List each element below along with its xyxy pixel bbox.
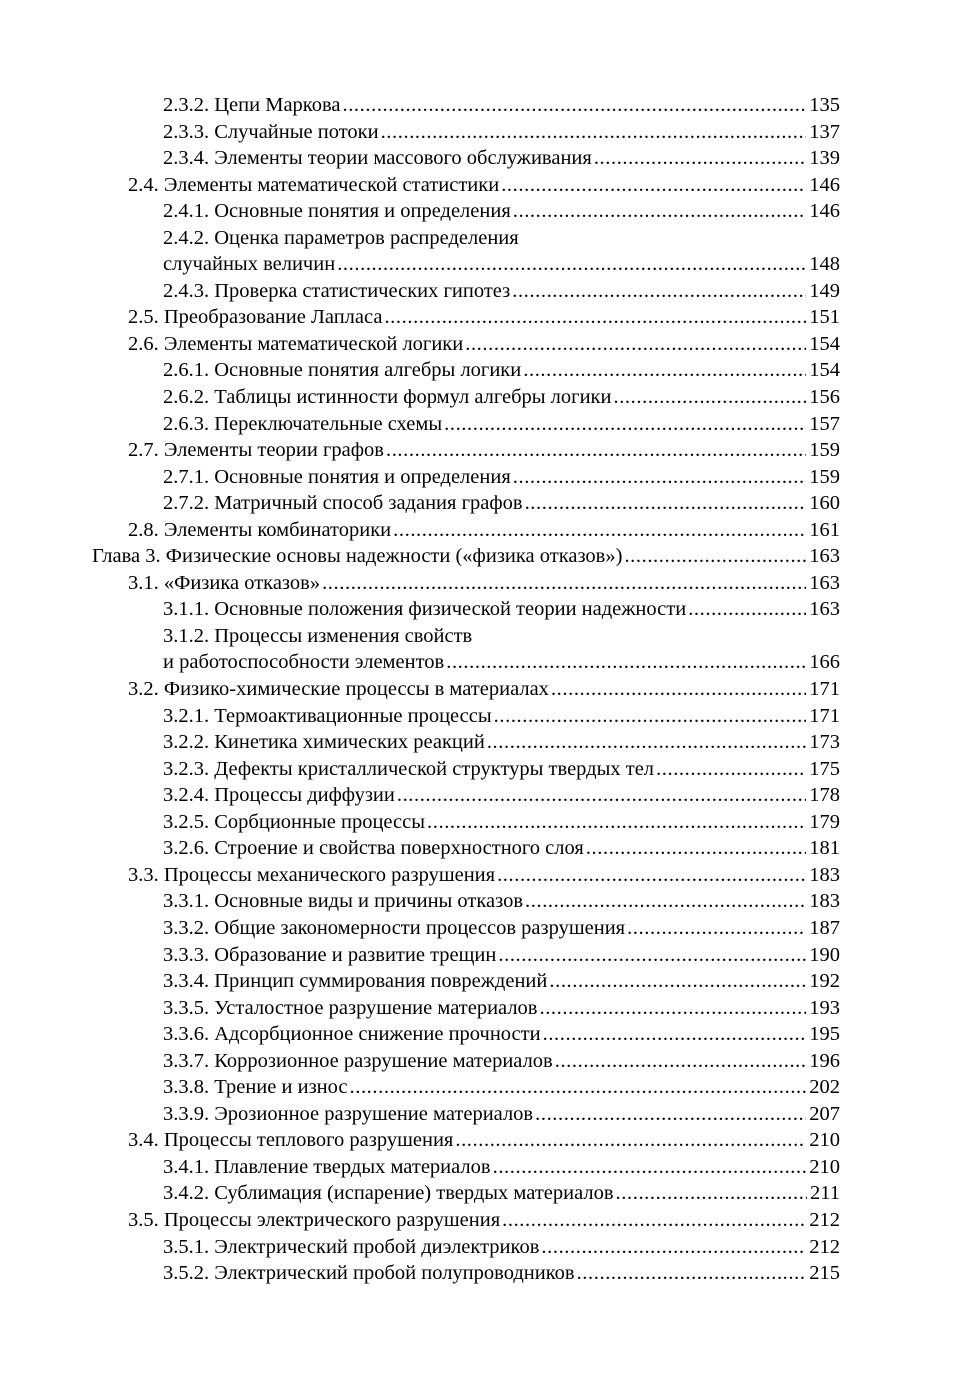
dot-leader [541,1234,806,1261]
toc-page-number: 215 [809,1262,840,1285]
toc-page-number: 163 [809,545,840,568]
toc-page-number: 171 [809,704,840,727]
toc-entry-title: 3.2.2. Кинетика химических реакций [163,731,485,754]
toc-entry-title: 3.1.1. Основные положения физической теории надежности [163,598,687,621]
toc-page-number: 163 [809,571,840,594]
toc-entry[interactable] [0,915,980,942]
toc-entry-title: 2.3.2. Цепи Маркова [163,94,341,116]
toc-line [163,1154,840,1181]
dot-leader [624,543,806,570]
toc-line [163,835,840,862]
toc-line [163,225,519,252]
toc-line [163,490,840,517]
toc-line [163,942,840,969]
toc-page-number: 171 [809,678,840,701]
toc-page-number: 151 [809,306,840,329]
toc-entry-title: 3.2.6. Строение и свойства поверхностного слоя [163,837,584,860]
toc-entry[interactable] [0,756,980,783]
toc-page-number: 179 [809,810,840,833]
toc-entry[interactable] [0,464,980,491]
toc-entry[interactable] [0,437,980,464]
toc-line [163,384,840,411]
toc-entry[interactable] [0,968,980,995]
toc-page-number: 166 [809,651,840,674]
toc-entry[interactable] [0,198,980,225]
dot-leader [446,649,806,676]
toc-page-number: 154 [809,332,840,355]
toc-line [163,251,840,278]
dot-leader [551,676,806,703]
dot-leader [397,782,806,809]
toc-page-number: 148 [809,253,840,276]
toc-entry[interactable] [0,729,980,756]
toc-page-number: 159 [809,439,840,462]
toc-entry-title: 2.4.3. Проверка статистических гипотез [163,279,511,302]
toc-entry[interactable] [0,942,980,969]
toc-entry-title: 2.8. Элементы комбинаторики [128,518,392,541]
toc-entry[interactable] [0,995,980,1022]
toc-line [128,570,840,597]
toc-entry[interactable] [0,1207,980,1234]
toc-page-number: 173 [809,731,840,754]
toc-line [128,676,840,703]
dot-leader [549,968,806,995]
dot-leader [535,1101,806,1128]
toc-page-number: 210 [809,1129,840,1152]
toc-entry-title: 2.4. Элементы математической статистики [128,173,500,196]
toc-entry[interactable] [0,862,980,889]
toc-page-number: 157 [809,412,840,435]
dot-leader [498,942,806,969]
dot-leader [384,304,806,331]
toc-entry-title: случайных величин [163,253,336,276]
dot-leader [455,1127,806,1154]
toc-entry[interactable] [0,517,980,544]
toc-entry-title: 2.7.1. Основные понятия и определения [163,465,511,488]
toc-page-number: 137 [809,120,840,143]
toc-entry-title: 2.6.3. Переключательные схемы [163,412,443,435]
toc-page-number: 212 [809,1235,840,1258]
toc-entry-title: 2.3.4. Элементы теории массового обслуживания [163,147,592,170]
dot-leader [427,809,806,836]
toc-entry-title: 2.6.2. Таблицы истинности формул алгебры логики [163,386,612,409]
toc-page-number: 202 [809,1076,840,1099]
toc-entry-title: 3.2.4. Процессы диффузии [163,784,395,807]
toc-line [163,809,840,836]
dot-leader [322,570,806,597]
toc-entry[interactable] [0,703,980,730]
dot-leader [502,1207,806,1234]
toc-page-number: 178 [809,784,840,807]
table-of-contents [0,92,980,1287]
toc-page-number: 183 [809,863,840,886]
toc-entry[interactable] [0,357,980,384]
toc-entry-title: 3.2. Физико-химические процессы в материалах [128,678,549,701]
toc-page-number: 135 [809,94,840,116]
dot-leader [465,331,806,358]
toc-line [163,1180,840,1207]
toc-line [163,1048,840,1075]
toc-line [92,543,840,570]
toc-entry[interactable] [0,172,980,199]
toc-line [163,782,840,809]
toc-page-number: 195 [809,1023,840,1046]
toc-entry[interactable] [0,888,980,915]
toc-entry[interactable] [0,490,980,517]
toc-entry[interactable] [0,1260,980,1287]
toc-line [163,649,840,676]
dot-leader [525,490,807,517]
toc-entry-title: 3.3.1. Основные виды и причины отказов [163,890,524,913]
dot-leader [513,198,807,225]
dot-leader [493,1154,807,1181]
toc-entry-title: 2.7. Элементы теории графов [128,439,384,462]
toc-entry-title: 3.3.4. Принцип суммирования повреждений [163,970,548,993]
dot-leader [393,517,806,544]
toc-entry[interactable] [0,676,980,703]
toc-entry-title: 3.5.2. Электрический пробой полупроводников [163,1262,575,1285]
toc-page-number: 196 [809,1049,840,1072]
toc-entry[interactable] [0,570,980,597]
toc-line [163,756,840,783]
toc-entry-title: 3.3. Процессы механического разрушения [128,863,496,886]
toc-line [128,172,840,199]
toc-line [163,119,840,146]
toc-entry[interactable] [0,1021,980,1048]
toc-entry[interactable] [0,1234,980,1261]
toc-line [163,995,840,1022]
toc-page-number: 207 [809,1102,840,1125]
dot-leader [627,915,806,942]
toc-page-number: 210 [809,1155,840,1178]
toc-line [163,145,840,172]
toc-page-number: 160 [809,492,840,515]
toc-entry-title: 2.3.3. Случайные потоки [163,120,379,143]
dot-leader [512,278,806,305]
toc-page-number: 183 [809,890,840,913]
toc-entry[interactable] [0,411,980,438]
dot-leader [342,92,806,119]
dot-leader [494,703,807,730]
toc-page-number: 149 [809,279,840,302]
toc-page-number: 190 [809,943,840,966]
toc-entry-title: 3.2.5. Сорбционные процессы [163,810,426,833]
toc-entry-heading-line [0,225,980,252]
toc-line [163,357,840,384]
toc-entry[interactable] [0,304,980,331]
toc-entry-title: Глава 3. Физические основы надежности («физика отказов») [92,545,623,568]
toc-entry-title: 2.5. Преобразование Лапласа [128,306,383,329]
toc-entry[interactable] [0,809,980,836]
dot-leader [555,1048,807,1075]
toc-line [163,1074,840,1101]
toc-line [163,278,840,305]
toc-entry-title: 3.3.8. Трение и износ [163,1076,348,1099]
toc-entry[interactable] [0,119,980,146]
toc-line [163,729,840,756]
toc-entry[interactable] [0,1074,980,1101]
toc-entry-title: 3.4.2. Сублимация (испарение) твердых материалов [163,1182,614,1205]
toc-entry[interactable] [0,1180,980,1207]
toc-entry[interactable] [0,331,980,358]
toc-entry-title: и работоспособности элементов [163,651,445,674]
toc-entry-title: 3.5.1. Электрический пробой диэлектриков [163,1235,540,1258]
toc-line [128,437,840,464]
dot-leader [688,596,806,623]
dot-leader [350,1074,807,1101]
toc-entry-title: 3.4. Процессы теплового разрушения [128,1129,454,1152]
toc-page-number: 146 [809,200,840,223]
toc-entry[interactable] [0,251,980,278]
dot-leader [523,357,806,384]
toc-line [163,1021,840,1048]
dot-leader [543,1021,807,1048]
dot-leader [381,119,807,146]
toc-entry-title: 3.2.1. Термоактивационные процессы [163,704,492,727]
toc-entry[interactable] [0,1101,980,1128]
toc-page-number: 181 [809,837,840,860]
toc-page-number: 159 [809,465,840,488]
toc-line [128,1127,840,1154]
dot-leader [444,411,806,438]
toc-entry-title: 3.1. «Физика отказов» [128,571,321,594]
toc-entry-title: 3.3.5. Усталостное разрушение материалов [163,996,538,1019]
dot-leader [656,756,806,783]
toc-line [163,596,840,623]
toc-entry-title: 3.1.2. Процессы изменения свойств [163,624,473,647]
toc-line [163,1101,840,1128]
toc-line [163,411,840,438]
toc-entry[interactable] [0,278,980,305]
toc-entry[interactable] [0,384,980,411]
dot-leader [525,888,806,915]
toc-entry-title: 3.5. Процессы электрического разрушения [128,1208,501,1231]
dot-leader [386,437,806,464]
toc-line [163,968,840,995]
toc-line [163,198,840,225]
dot-leader [539,995,806,1022]
dot-leader [513,464,807,491]
toc-entry-title: 3.3.9. Эрозионное разрушение материалов [163,1102,534,1125]
toc-entry[interactable] [0,92,980,119]
toc-entry-title: 3.3.2. Общие закономерности процессов разрушения [163,916,626,939]
toc-line [128,862,840,889]
toc-entry[interactable] [0,835,980,862]
toc-page-number: 139 [809,147,840,170]
toc-line [163,888,840,915]
toc-line [128,304,840,331]
toc-entry[interactable] [0,145,980,172]
dot-leader [577,1260,807,1287]
toc-entry[interactable] [0,1154,980,1181]
toc-line [163,464,840,491]
toc-line [163,1234,840,1261]
toc-page-number: 154 [809,359,840,382]
toc-line [163,703,840,730]
toc-entry[interactable] [0,1127,980,1154]
toc-line [163,623,472,650]
toc-entry-heading-line [0,623,980,650]
dot-leader [337,251,806,278]
dot-leader [487,729,806,756]
toc-entry-title: 3.2.3. Дефекты кристаллической структуры твердых тел [163,757,655,780]
toc-entry-title: 3.3.6. Адсорбционное снижение прочности [163,1023,541,1046]
toc-entry[interactable] [0,1048,980,1075]
toc-page-number: 212 [809,1208,840,1231]
toc-entry-title: 2.6.1. Основные понятия алгебры логики [163,359,522,382]
toc-entry[interactable] [0,543,980,570]
toc-page-number: 161 [809,518,840,541]
toc-entry[interactable] [0,596,980,623]
toc-entry-title: 3.3.3. Образование и развитие трещин [163,943,497,966]
dot-leader [594,145,806,172]
toc-entry-title: 2.4.1. Основные понятия и определения [163,200,511,223]
toc-line [128,331,840,358]
toc-line [128,1207,840,1234]
toc-entry[interactable] [0,782,980,809]
dot-leader [616,1180,807,1207]
toc-entry-title: 2.4.2. Оценка параметров распределения [163,226,519,249]
toc-page-number: 187 [809,916,840,939]
toc-entry-title: 2.6. Элементы математической логики [128,332,464,355]
toc-entry[interactable] [0,649,980,676]
dot-leader [586,835,806,862]
toc-page-number: 175 [809,757,840,780]
toc-line [163,1260,840,1287]
toc-page-number: 156 [809,386,840,409]
dot-leader [497,862,806,889]
toc-line [163,92,840,119]
toc-entry-title: 3.3.7. Коррозионное разрушение материалов [163,1049,553,1072]
toc-page-number: 163 [809,598,840,621]
toc-page-number: 192 [809,970,840,993]
toc-entry-title: 2.7.2. Матричный способ задания графов [163,492,523,515]
toc-page-number: 146 [809,173,840,196]
toc-line [163,915,840,942]
dot-leader [501,172,806,199]
toc-line [128,517,840,544]
toc-page-number: 211 [810,1182,840,1205]
toc-entry-title: 3.4.1. Плавление твердых материалов [163,1155,491,1178]
dot-leader [613,384,806,411]
toc-page-number: 193 [809,996,840,1019]
